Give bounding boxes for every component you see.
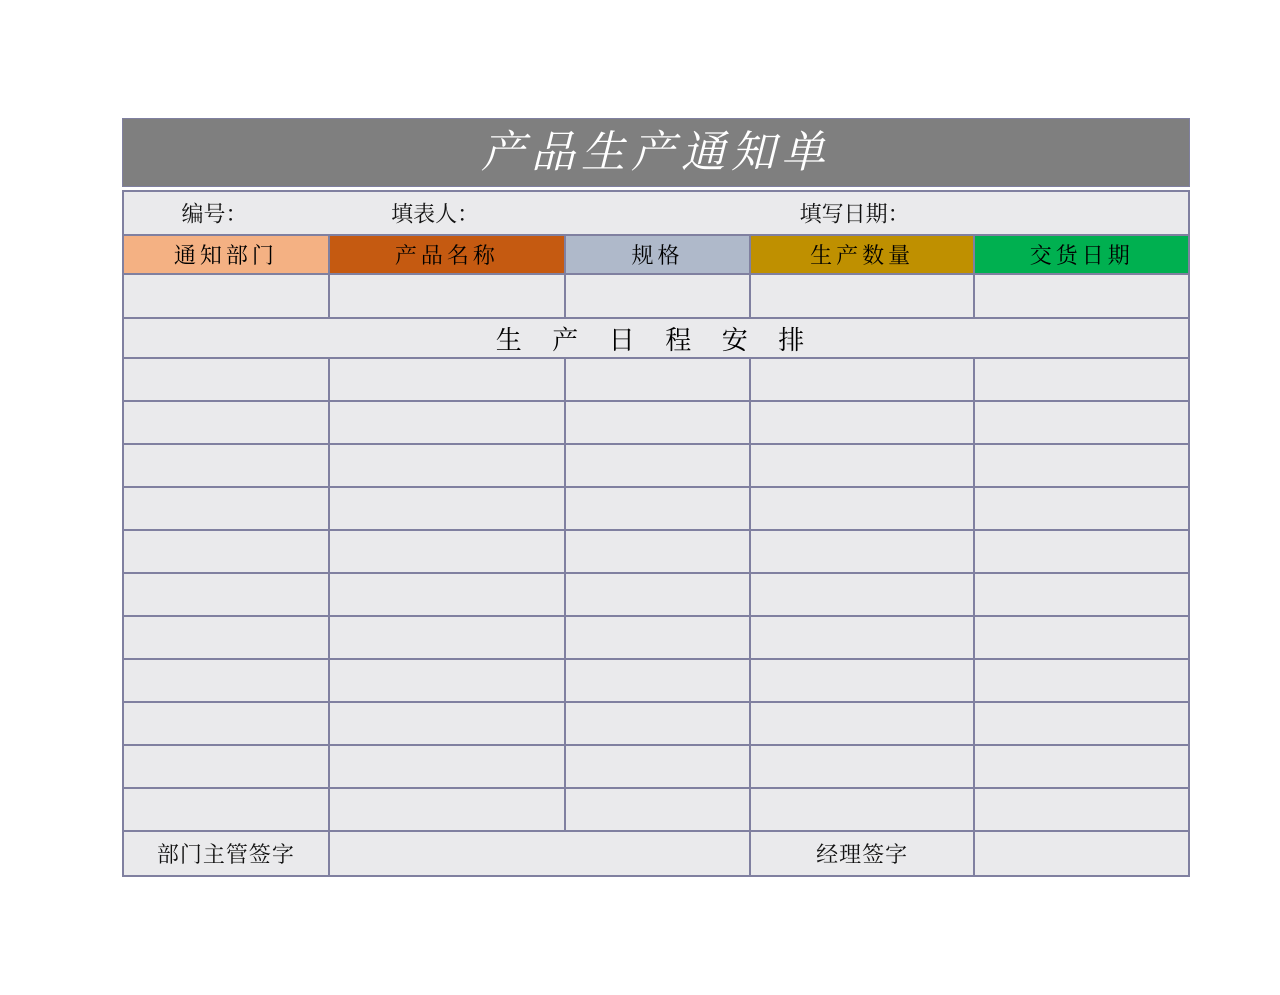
schedule-cell[interactable] — [751, 703, 973, 744]
schedule-cell[interactable] — [975, 617, 1188, 658]
schedule-cell[interactable] — [566, 574, 749, 615]
entry-cell[interactable] — [566, 275, 749, 317]
schedule-cell[interactable] — [124, 746, 328, 787]
header-cell-production-quantity: 生产数量 — [751, 236, 973, 273]
schedule-row — [124, 402, 1188, 443]
header-cell-delivery-date: 交货日期 — [975, 236, 1188, 273]
schedule-cell[interactable] — [124, 703, 328, 744]
schedule-row — [124, 617, 1188, 658]
schedule-cell[interactable] — [124, 789, 328, 830]
schedule-row — [124, 445, 1188, 486]
form-title-banner — [122, 118, 1190, 187]
supervisor-signature-area[interactable] — [330, 832, 749, 875]
schedule-row — [124, 531, 1188, 572]
filler-label: 填表人： — [391, 201, 480, 227]
entry-cell[interactable] — [124, 275, 328, 317]
schedule-cell[interactable] — [751, 574, 973, 615]
schedule-cell[interactable] — [975, 746, 1188, 787]
schedule-cell[interactable] — [330, 617, 564, 658]
entry-cell[interactable] — [751, 275, 973, 317]
schedule-row — [124, 574, 1188, 615]
schedule-cell[interactable] — [124, 660, 328, 701]
schedule-cell[interactable] — [124, 402, 328, 443]
schedule-cell[interactable] — [975, 660, 1188, 701]
schedule-cell[interactable] — [330, 703, 564, 744]
schedule-cell[interactable] — [330, 488, 564, 529]
schedule-cell[interactable] — [566, 359, 749, 400]
manager-signature-area[interactable] — [975, 832, 1188, 875]
manager-signature-label: 经理签字 — [751, 832, 973, 875]
schedule-cell[interactable] — [124, 617, 328, 658]
schedule-cell[interactable] — [975, 703, 1188, 744]
schedule-cell[interactable] — [566, 617, 749, 658]
schedule-cell[interactable] — [751, 660, 973, 701]
schedule-cell[interactable] — [975, 531, 1188, 572]
date-label: 填写日期： — [799, 201, 910, 227]
entry-cell[interactable] — [975, 275, 1188, 317]
schedule-cell[interactable] — [975, 359, 1188, 400]
schedule-cell[interactable] — [330, 359, 564, 400]
info-row[interactable] — [124, 192, 1188, 234]
schedule-cell[interactable] — [751, 488, 973, 529]
schedule-cell[interactable] — [566, 531, 749, 572]
number-label: 编号： — [181, 201, 248, 227]
schedule-row — [124, 746, 1188, 787]
schedule-cell[interactable] — [124, 359, 328, 400]
schedule-cell[interactable] — [330, 660, 564, 701]
schedule-cell[interactable] — [751, 789, 973, 830]
schedule-cell[interactable] — [751, 402, 973, 443]
schedule-cell[interactable] — [330, 531, 564, 572]
schedule-row — [124, 359, 1188, 400]
schedule-cell[interactable] — [566, 789, 749, 830]
form-table — [122, 190, 1190, 877]
schedule-cell[interactable] — [751, 531, 973, 572]
schedule-cell[interactable] — [566, 402, 749, 443]
schedule-cell[interactable] — [566, 746, 749, 787]
schedule-cell[interactable] — [330, 402, 564, 443]
schedule-cell[interactable] — [330, 574, 564, 615]
entry-cell[interactable] — [330, 275, 564, 317]
schedule-cell[interactable] — [330, 789, 564, 830]
schedule-row — [124, 789, 1188, 830]
schedule-cell[interactable] — [124, 445, 328, 486]
schedule-cell[interactable] — [975, 445, 1188, 486]
schedule-cell[interactable] — [566, 703, 749, 744]
schedule-cell[interactable] — [124, 531, 328, 572]
schedule-cell[interactable] — [124, 574, 328, 615]
schedule-body — [124, 359, 1188, 830]
production-notice-form — [122, 118, 1190, 877]
schedule-cell[interactable] — [975, 574, 1188, 615]
schedule-cell[interactable] — [566, 660, 749, 701]
header-cell-spec: 规格 — [566, 236, 749, 273]
schedule-cell[interactable] — [330, 746, 564, 787]
schedule-cell[interactable] — [330, 445, 564, 486]
schedule-cell[interactable] — [751, 617, 973, 658]
schedule-cell[interactable] — [751, 445, 973, 486]
section-header-production-schedule: 生 产 日 程 安 排 — [124, 319, 1188, 357]
header-cell-product-name: 产品名称 — [330, 236, 564, 273]
schedule-cell[interactable] — [566, 445, 749, 486]
schedule-row — [124, 703, 1188, 744]
form-title: 产品生产通知单 — [481, 127, 831, 177]
schedule-cell[interactable] — [975, 402, 1188, 443]
schedule-cell[interactable] — [751, 359, 973, 400]
schedule-cell[interactable] — [975, 789, 1188, 830]
schedule-row — [124, 488, 1188, 529]
header-cell-notify-department: 通知部门 — [124, 236, 328, 273]
schedule-cell[interactable] — [751, 746, 973, 787]
schedule-row — [124, 660, 1188, 701]
schedule-cell[interactable] — [975, 488, 1188, 529]
schedule-cell[interactable] — [124, 488, 328, 529]
schedule-cell[interactable] — [566, 488, 749, 529]
supervisor-signature-label: 部门主管签字 — [124, 832, 328, 875]
